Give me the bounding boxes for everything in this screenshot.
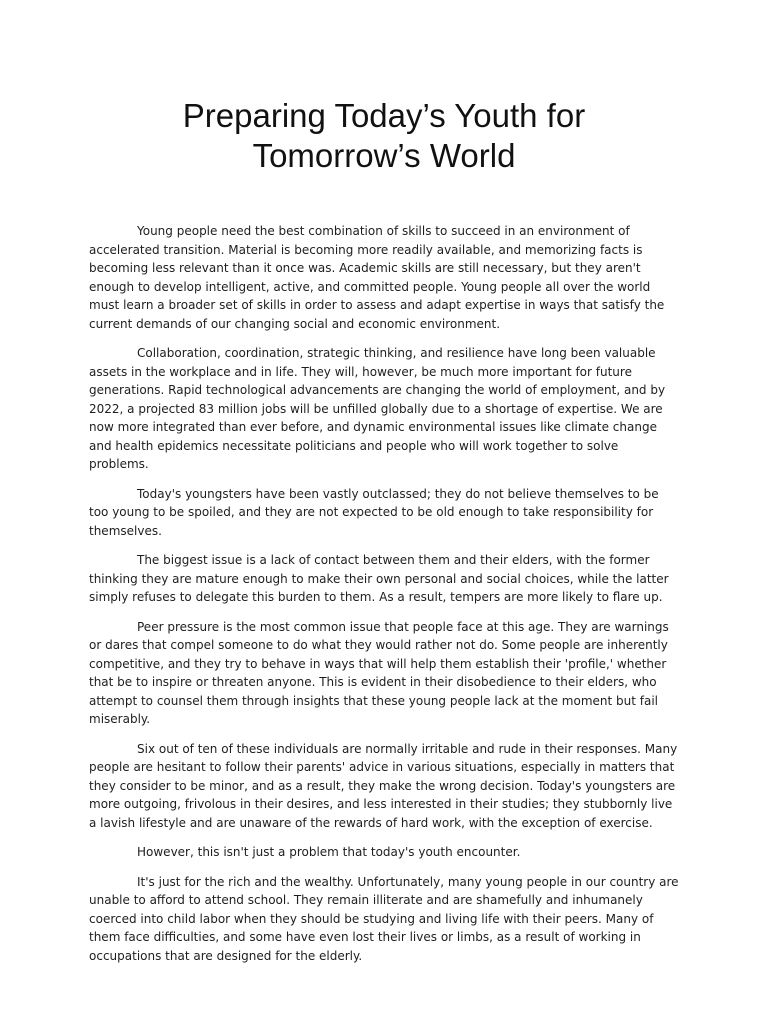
document-title	[84, 96, 684, 176]
title-line-1: Preparing Today’s Youth for	[182, 97, 586, 134]
paragraph-1: Young people need the best combination of skills to succeed in an environment of accelerated transition. Material is becoming more readily available, and memorizing facts is becoming less relevant than it once was. Academic skills are still necessary, but they aren't enough to develop intelligent, active, and committed people. Young people all over the world must learn a broader set of skills in order to assess and adapt expertise in ways that satisfy the current demands of our changing social and economic environment.	[89, 224, 665, 331]
paragraph-4: The biggest issue is a lack of contact between them and their elders, with the former thinking they are mature enough to make their own personal and social choices, while the latter simply refuses to delegate this burden to them. As a result, tempers are more likely to flare up.	[89, 553, 669, 604]
title-line-2: Tomorrow’s World	[252, 137, 516, 174]
paragraph-3: Today's youngsters have been vastly outclassed; they do not believe themselves to be too young to be spoiled, and they are not expected to be old enough to take responsibility for themselves.	[89, 486, 659, 538]
paragraph-8: It's just for the rich and the wealthy. Unfortunately, many young people in our country are unable to afford to attend school. They remain illiterate and are shamefully and inhumanely coerced into child labor when they should be studying and living life with their peers. Many of them face difficulties, and some have even lost their lives or limbs, as a result of working in occupations that are designed for the elderly.	[89, 874, 679, 963]
document-body	[89, 222, 681, 976]
paragraph-2: Collaboration, coordination, strategic thinking, and resilience have long been valuable assets in the workplace and in life. They will, however, be much more important for future generations. Rapid technological advancements are changing the world of employment, and by 2022, a projected 83 million jobs will be unfilled globally due to a shortage of expertise. We are now more integrated than ever before, and dynamic environmental issues like climate change and health epidemics necessitate politicians and people who will work together to solve problems.	[89, 346, 666, 471]
paragraph-5: Peer pressure is the most common issue that people face at this age. They are warnings or dares that compel someone to do what they would rather not do. Some people are inherently competitive, and they try to behave in ways that will help them establish their 'profile,' whether that be to inspire or threaten anyone. This is evident in their disobedience to their elders, who attempt to counsel them through insights that these young people lack at the moment but fail miserably.	[89, 619, 669, 726]
paragraph-6: Six out of ten of these individuals are normally irritable and rude in their responses. Many people are hesitant to follow their parents' advice in various situations, especially in matters that they consider to be minor, and as a result, they make the wrong decision. Today's youngsters are more outgoing, frivolous in their desires, and less interested in their studies; they stubbornly live a lavish lifestyle and are unaware of the rewards of hard work, with the exception of exercise.	[89, 741, 678, 830]
paragraph-7: However, this isn't just a problem that today's youth encounter.	[137, 845, 521, 859]
